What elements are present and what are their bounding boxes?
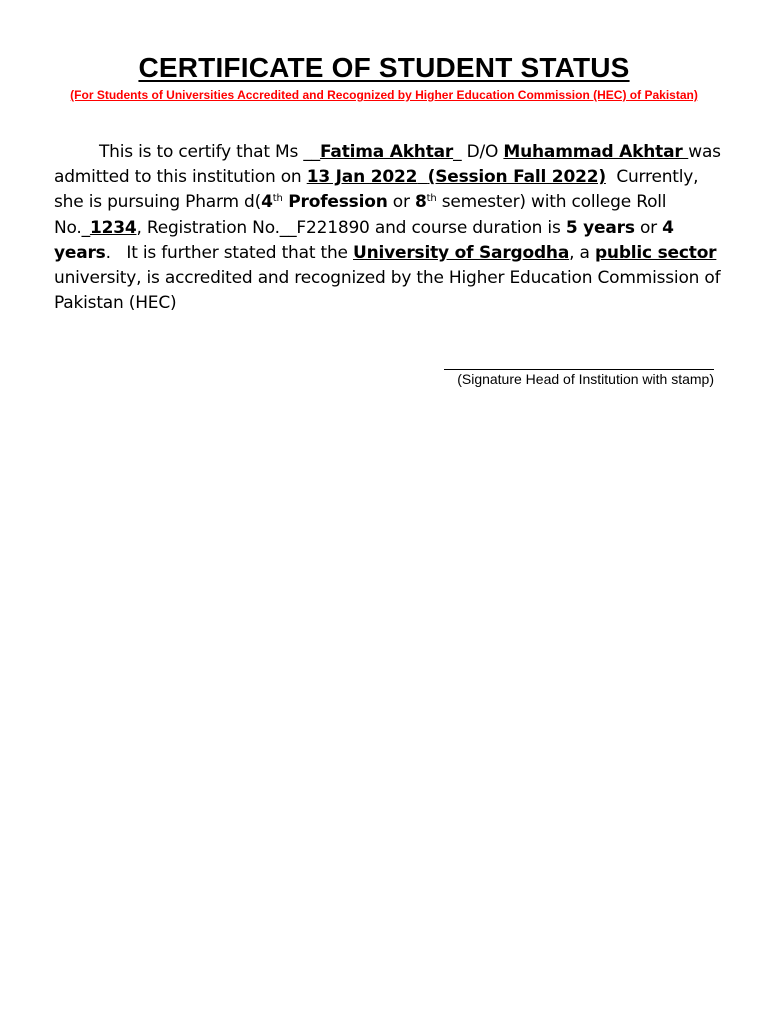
body-text-2: _ D/O — [453, 142, 504, 162]
university-name: University of Sargodha — [353, 242, 570, 263]
session-name: (Session Fall 2022) — [427, 167, 606, 188]
date-spacer — [417, 167, 427, 187]
body-text-1: This is to certify that Ms __ — [99, 142, 320, 162]
body-text-10: . It is further stated that the — [105, 242, 354, 263]
body-text-8: , Registration No.__F221890 and course duration is — [136, 217, 566, 238]
sector-type: public sector — [594, 242, 717, 263]
father-name: Muhammad Akhtar — [503, 142, 689, 162]
duration-primary: 5 years — [565, 217, 635, 238]
student-name: Fatima Akhtar — [320, 142, 454, 162]
signature-line — [444, 369, 714, 370]
profession-ordinal: th — [272, 193, 283, 205]
duration-secondary: 4 years — [54, 217, 674, 263]
body-text-5: Currently, she is pursuing Pharm d( — [54, 167, 704, 213]
semester-ordinal: th — [426, 193, 437, 205]
semester-number: 8 — [415, 192, 427, 213]
certificate-subtitle: (For Students of Universities Accredited and Recognized by Higher Education Commission (HEC) of Pakistan) — [70, 88, 698, 102]
body-text-6: or — [387, 192, 415, 213]
body-text-7: semester) with college Roll No._ — [54, 192, 667, 238]
certificate-body — [54, 140, 724, 316]
certificate-title: CERTIFICATE OF STUDENT STATUS — [138, 52, 630, 83]
profession-number: 4 — [261, 192, 273, 213]
signature-label: (Signature Head of Institution with stamp) — [457, 371, 714, 387]
body-text-3: was admitted to this institution on — [54, 142, 721, 188]
body-text-11: , a — [569, 242, 595, 263]
body-text-12: university, is accredited and recognized by the Higher Education Commission of Pakistan (HEC) — [54, 268, 721, 314]
roll-number: 1234 — [89, 217, 137, 238]
body-text-9: or — [634, 217, 663, 238]
admission-date: 13 Jan 2022 — [306, 167, 418, 188]
profession-word: Profession — [282, 192, 388, 213]
